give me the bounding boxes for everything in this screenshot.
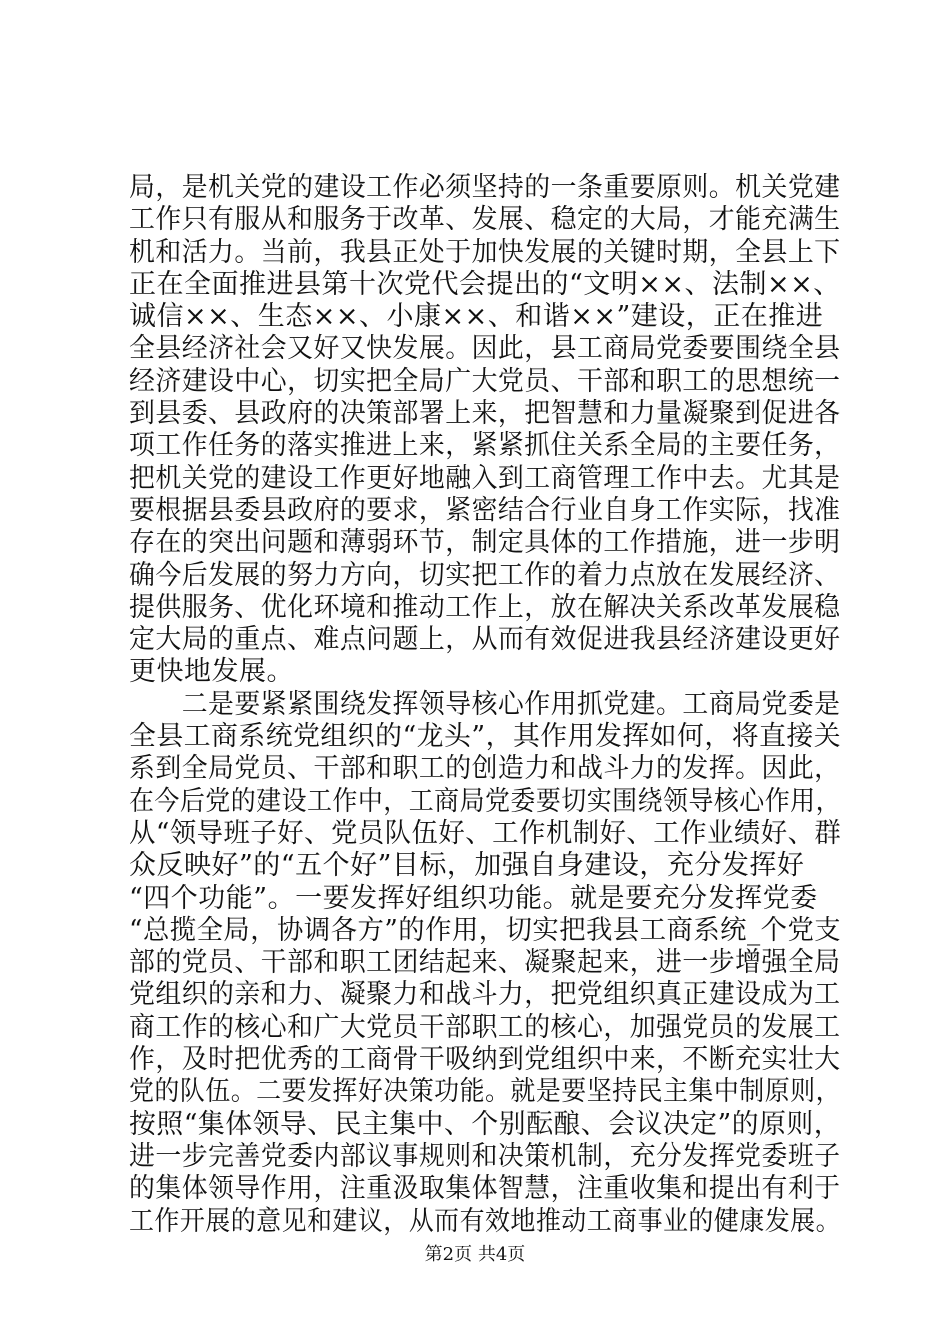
text-line: 机和活力。当前，我县正处于加快发展的关键时期，全县上下 [129, 236, 841, 268]
text-line: “四个功能”。一要发挥好组织功能。就是要充分发挥党委 [129, 882, 818, 914]
text-line: “总揽全局，协调各方”的作用，切实把我县工商系统_个党支 [129, 914, 842, 946]
text-line: 众反映好”的“五个好”目标，加强自身建设，充分发挥好 [129, 850, 805, 882]
text-line: 工作只有服从和服务于改革、发展、稳定的大局，才能充满生 [129, 204, 841, 236]
body-text [129, 172, 841, 1238]
text-line: 项工作任务的落实推进上来，紧紧抓住关系全局的主要任务， [129, 430, 841, 462]
text-line: 局，是机关党的建设工作必须坚持的一条重要原则。机关党建 [129, 172, 841, 203]
text-line: 定大局的重点、难点问题上，从而有效促进我县经济建设更好 [129, 624, 841, 656]
page-number: 第2页 共4页 [424, 1244, 526, 1265]
text-line: 进一步完善党委内部议事规则和决策机制，充分发挥党委班子 [129, 1140, 841, 1172]
text-line: 诚信××、生态××、小康××、和谐××”建设，正在推进 [129, 301, 824, 333]
text-line: 党的队伍。二要发挥好决策功能。就是要坚持民主集中制原则， [129, 1076, 841, 1108]
text-line: 工作开展的意见和建议，从而有效地推动工商事业的健康发展。 [129, 1205, 841, 1237]
text-line: 系到全局党员、干部和职工的创造力和战斗力的发挥。因此， [129, 753, 841, 785]
text-line: 从“领导班子好、党员队伍好、工作机制好、工作业绩好、群 [129, 817, 842, 849]
text-line: 存在的突出问题和薄弱环节，制定具体的工作措施，进一步明 [129, 527, 841, 559]
text-line: 党组织的亲和力、凝聚力和战斗力，把党组织真正建设成为工 [129, 979, 841, 1011]
text-line: 部的党员、干部和职工团结起来、凝聚起来，进一步增强全局 [129, 947, 841, 979]
text-line: 在今后党的建设工作中，工商局党委要切实围绕领导核心作用， [129, 785, 841, 817]
text-line: 经济建设中心，切实把全局广大党员、干部和职工的思想统一 [129, 365, 841, 397]
text-line: 到县委、县政府的决策部署上来，把智慧和力量凝聚到促进各 [129, 398, 841, 430]
text-line: 更快地发展。 [129, 656, 294, 688]
text-line: 全县经济社会又好又快发展。因此，县工商局党委要围绕全县 [129, 333, 841, 365]
text-line: 正在全面推进县第十次党代会提出的“文明××、法制××、 [129, 268, 841, 300]
text-line: 二是要紧紧围绕发挥领导核心作用抓党建。工商局党委是 [129, 688, 841, 720]
text-line: 按照“集体领导、民主集中、个别酝酿、会议决定”的原则， [129, 1108, 842, 1140]
text-line: 要根据县委县政府的要求，紧密结合行业自身工作实际，找准 [129, 494, 841, 526]
text-line: 的集体领导作用，注重汲取集体智慧，注重收集和提出有利于 [129, 1173, 841, 1205]
text-line: 作，及时把优秀的工商骨干吸纳到党组织中来，不断充实壮大 [129, 1044, 841, 1076]
text-line: 把机关党的建设工作更好地融入到工商管理工作中去。尤其是 [129, 462, 841, 494]
text-line: 确今后发展的努力方向，切实把工作的着力点放在发展经济、 [129, 559, 841, 591]
text-line: 提供服务、优化环境和推动工作上，放在解决关系改革发展稳 [129, 591, 841, 623]
text-line: 全县工商系统党组织的“龙头”，其作用发挥如何，将直接关 [129, 721, 842, 753]
text-line: 商工作的核心和广大党员干部职工的核心，加强党员的发展工 [129, 1011, 841, 1043]
